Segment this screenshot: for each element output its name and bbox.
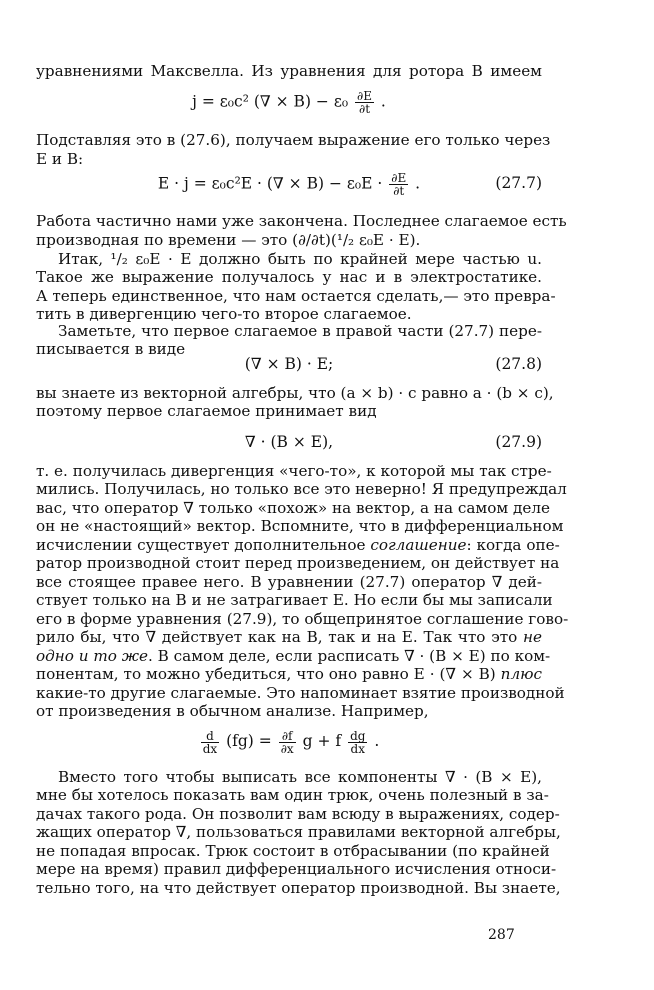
- equation-number: (27.9): [495, 433, 542, 451]
- text-line: от произведения в обычном анализе. Например,: [36, 702, 429, 720]
- page-number: 287: [488, 927, 515, 943]
- equation-lhs: E · j = ε₀c²E · (∇ × B) − ε₀E ·: [157, 174, 383, 193]
- text-line: тельно того, на что действует оператор производной. Вы знаете,: [36, 879, 561, 897]
- fraction-dE-dt: $\frac{\partial E}{\partial t}$: [391, 171, 407, 198]
- text-line: уравнениями Максвелла. Из уравнения для ротора B имеем: [36, 62, 542, 80]
- text-line: вас, что оператор ∇ только «похож» на вектор, а на самом деле: [36, 499, 551, 517]
- equation-lhs: j = ε₀c² (∇ × B) − ε₀: [192, 92, 349, 111]
- text-line: Работа частично нами уже закончена. Последнее слагаемое есть: [36, 212, 567, 230]
- text-line: жащих оператор ∇, пользоваться правилами векторной алгебры,: [36, 823, 561, 841]
- text-line: исчислении существует дополнительное соглашение: когда опе-: [36, 536, 560, 554]
- text-line: не попадая впросак. Трюк состоит в отбрасывании (по крайней: [36, 842, 550, 860]
- text-line: какие-то другие слагаемые. Это напоминает взятие производной: [36, 684, 565, 702]
- emphasis: соглашение: [370, 536, 467, 554]
- emphasis: не: [523, 628, 542, 646]
- text-line: дачах такого рода. Он позволит вам всюду в выражениях, содер-: [36, 805, 560, 823]
- fraction-dE-dt: $\frac{\partial E}{\partial t}$: [357, 89, 372, 116]
- text-line: поэтому первое слагаемое принимает вид: [36, 402, 377, 420]
- text-line: А теперь единственное, что нам остается сделать,— это превра-: [36, 287, 556, 305]
- text-line: писывается в виде: [36, 340, 186, 358]
- text-line: Заметьте, что первое слагаемое в правой части (27.7) пере-: [58, 322, 542, 340]
- fraction-dg-dx: $\frac{dg}{dx}$: [350, 728, 366, 756]
- text-line: все стоящее правее него. В уравнении (27.7) оператор ∇ дей-: [36, 573, 542, 591]
- text-line: рило бы, что ∇ действует как на B, так и на E. Так что это не: [36, 628, 542, 646]
- text-line: понентам, то можно убедиться, что оно равно E · (∇ × B) плюс: [36, 665, 542, 683]
- text-line: производная по времени — это (∂/∂t)(¹/₂ ε₀E · E).: [36, 231, 421, 249]
- text-line: ствует только на B и не затрагивает E. Но если бы мы записали: [36, 591, 553, 609]
- emphasis: одно и то же: [36, 647, 148, 665]
- fraction-d-dx: $\frac{d}{dx}$: [202, 728, 218, 756]
- fraction-df-dx: $\frac{\partial f}{\partial x}$: [280, 728, 294, 756]
- text-line: ратор производной стоит перед произведением, он действует на: [36, 554, 560, 572]
- text-line: Итак, ¹/₂ ε₀E · E должно быть по крайней мере частью u.: [58, 250, 542, 268]
- text-line: т. е. получилась дивергенция «чего-то», к которой мы так стре-: [36, 462, 552, 480]
- text-line: одно и то же. В самом деле, если расписать ∇ · (B × E) по ком-: [36, 647, 551, 665]
- text-line: мились. Получилась, но только все это неверно! Я предупреждал: [36, 480, 567, 498]
- text-line: Вместо того чтобы выписать все компоненты ∇ · (B × E),: [58, 768, 542, 786]
- book-page: уравнениями Максвелла. Из уравнения для ротора B имеем j = ε₀c² (∇ × B) − ε₀ $\frac{\partial E}{\partial t}$ . Подставляя это в (27.6), получаем выражение его только через E и B: E · j = ε₀c²E · (∇ × B) − ε₀E · $\frac{\partial E}{\partial t}$ . (27.7) Работа частично нами уже закончена. Последнее слагаемое есть производная по времени — это (∂/∂t)(¹/₂ ε₀E · E). Итак, ¹/₂ ε₀E · E должно быть по крайней мере частью u. Такое же выражение получалось у нас и в электростатике. А теперь единственное, что нам остается сделать,— это превра- тить в дивергенцию чего-то второе слагаемое. Заметьте, что первое слагаемое в правой части (27.7) пере- писывается в виде (∇ × B) · E; (27.8) вы знаете из векторной алгебры, что (a × b) · c равно a · (b × c), поэтому первое слагаемое принимает вид ∇ · (B × E), (27.9) т. е. получилась дивергенция «чего-то», к которой мы так стре- мились. Получилась, но только все это неверно! Я предупреждал вас, что оператор ∇ только «похож» на вектор, а на самом деле он не «настоящий» вектор. Вспомните, что в дифференциальном исчислении существует дополнительное соглашение: когда опе- ратор производной стоит перед произведением, он действует на все стоящее правее него. В уравнении (27.7) оператор ∇ дей- ствует только на B и не затрагивает E. Но если бы мы записали его в форме уравнения (27.9), то общепринятое соглашение гово- рило бы, что ∇ действует как на B, так и на E. Так что это не одно и то же. В самом деле, если расписать ∇ · (B × E) по ком- понентам, то можно убедиться, что оно равно E · (∇ × B) плюс какие-то другие слагаемые. Это напоминает взятие производной от произведения в обычном анализе. Например, $\frac{d}{dx}$ (fg) = $\frac{\partial f}{\partial x}$ g + f $\frac{dg}{dx}$ . Вместо того чтобы выписать все компоненты ∇ · (B × E), мне бы хотелось показать вам один трюк, очень полезный в за- дачах такого рода. Он позволит вам всюду в выражениях, содер- жащих оператор ∇, пользоваться правилами векторной алгебры, не попадая впросак. Трюк состоит в отбрасывании (по крайней мере на время) правил дифференциального исчисления относи- тельно того, на что действует оператор производной. Вы знаете, 287: [36, 62, 569, 943]
- text-line: Подставляя это в (27.6), получаем выражение его только через: [36, 131, 551, 149]
- emphasis: плюс: [500, 665, 542, 683]
- text-line: мере на время) правил дифференциального исчисления относи-: [36, 860, 557, 878]
- text-line: Такое же выражение получалось у нас и в электростатике.: [36, 268, 542, 286]
- text-line: вы знаете из векторной алгебры, что (a × b) · c равно a · (b × c),: [36, 384, 554, 402]
- text-line: тить в дивергенцию чего-то второе слагаемое.: [36, 305, 412, 323]
- text-line: мне бы хотелось показать вам один трюк, очень полезный в за-: [36, 786, 549, 804]
- equation-number: (27.8): [495, 355, 542, 373]
- text-line: он не «настоящий» вектор. Вспомните, что в дифференциальном: [36, 517, 564, 535]
- equation-number: (27.7): [495, 174, 542, 192]
- text-line: его в форме уравнения (27.9), то общепринятое соглашение гово-: [36, 610, 569, 628]
- text-line: E и B:: [36, 150, 84, 168]
